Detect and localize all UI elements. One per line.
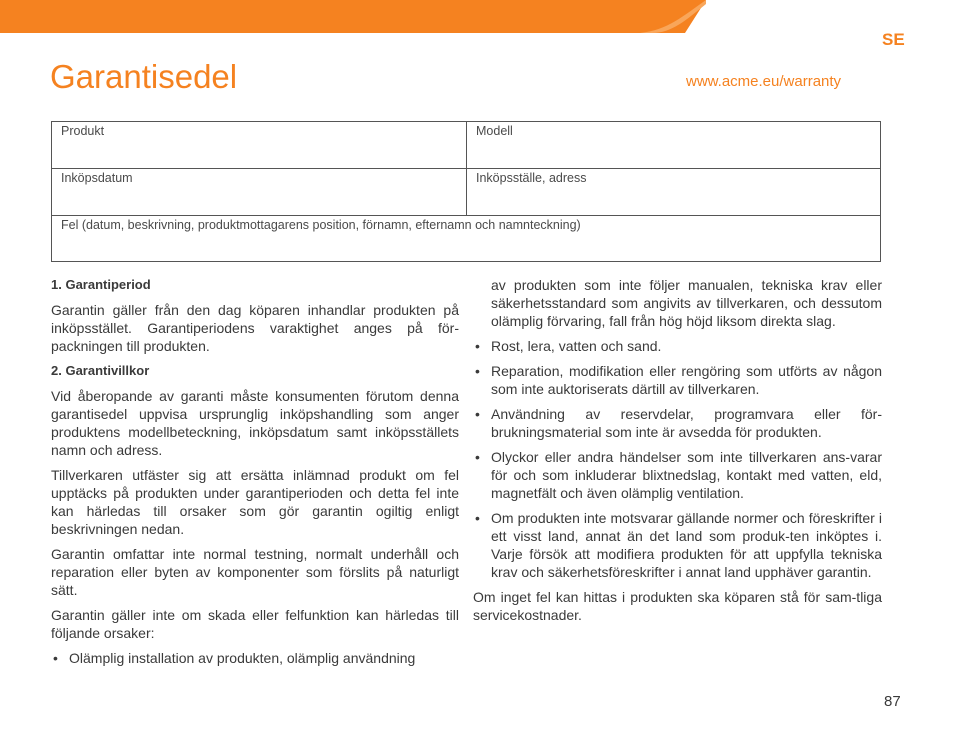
exclusion-list-continued bbox=[473, 337, 882, 581]
bullet-icon: • bbox=[53, 650, 58, 666]
page-number: 87 bbox=[884, 693, 901, 710]
section-heading-warranty-period: 1. Garantiperiod bbox=[51, 277, 151, 292]
list-item-continuation: av produkten som inte följer manualen, tekniska krav eller säkerhetsstandard som angivits av tillverkaren, och dessutom olämplig förvaring, fall från hög höjd liksom direkta slag. bbox=[491, 277, 882, 329]
page-title: Garantisedel bbox=[50, 58, 238, 95]
paragraph: Garantin gäller inte om skada eller felfunktion kan härledas till följande orsaker: bbox=[51, 607, 459, 641]
bullet-icon: • bbox=[475, 449, 480, 465]
warranty-form bbox=[51, 121, 881, 262]
list-item: • Olyckor eller andra händelser som inte tillverkaren ans-varar för och som inkluderar blixtnedslag, kontakt med vatten, eld, magnetfält och även olämplig ventilation. bbox=[475, 449, 882, 501]
bullet-icon: • bbox=[475, 510, 480, 526]
bullet-icon: • bbox=[475, 363, 480, 379]
list-item: • Reparation, modifikation eller rengöring som utförts av någon som inte auktoriserats därtill av tillverkaren. bbox=[475, 363, 882, 397]
paragraph: Tillverkaren utfäster sig att ersätta inlämnad produkt om fel upptäcks på produkten under garantiperioden och detta fel inte kan härledas till orsaker som gör garantin ogiltig enligt beskrivningen nedan. bbox=[51, 467, 459, 537]
right-column bbox=[473, 276, 882, 631]
list-item: • Användning av reservdelar, programvara eller för-brukningsmaterial som inte är avsedda för produkten. bbox=[475, 406, 882, 440]
purchase-place-field[interactable]: Inköpsställe, adress bbox=[467, 169, 881, 216]
left-column bbox=[51, 276, 459, 674]
paragraph: Vid åberopande av garanti måste konsumenten förutom denna garantisedel uppvisa ursprunglig inköpshandling som anger produktens modellbeteckning, inköpsdatum samt inköpsställets namn och adress. bbox=[51, 388, 459, 458]
bullet-icon: • bbox=[475, 338, 480, 354]
language-code: SE bbox=[882, 30, 905, 49]
product-field[interactable]: Produkt bbox=[52, 122, 467, 169]
list-item: • Om produkten inte motsvarar gällande normer och föreskrifter i ett visst land, annat än det land som produk-ten inköptes i. Varje försök att modifiera produkten för att uppfylla tekniska krav och säkerhetsföreskrifter i annat land upphäver garantin. bbox=[475, 510, 882, 580]
header-banner bbox=[0, 0, 954, 33]
paragraph: Om inget fel kan hittas i produkten ska köparen stå för sam-tliga servicekostnader. bbox=[473, 589, 882, 623]
exclusion-list bbox=[51, 649, 459, 667]
warranty-url: www.acme.eu/warranty bbox=[686, 73, 842, 90]
purchase-date-field[interactable]: Inköpsdatum bbox=[52, 169, 467, 216]
section-heading-warranty-terms: 2. Garantivillkor bbox=[51, 363, 150, 378]
model-field[interactable]: Modell bbox=[467, 122, 881, 169]
fault-description-field[interactable]: Fel (datum, beskrivning, produktmottagarens position, förnamn, efternamn och namnteckning) bbox=[61, 218, 581, 232]
bullet-icon: • bbox=[475, 406, 480, 422]
paragraph: Garantin gäller från den dag köparen inhandlar produkten på inköpsstället. Garantiperiodens varaktighet anges på för-packningen till produkten. bbox=[51, 302, 459, 354]
list-item: • Olämplig installation av produkten, olämplig användning bbox=[53, 650, 416, 666]
paragraph: Garantin omfattar inte normal testning, normalt underhåll och reparation eller byten av komponenter som förslits på naturligt sätt. bbox=[51, 546, 459, 598]
list-item: • Rost, lera, vatten och sand. bbox=[475, 338, 662, 354]
